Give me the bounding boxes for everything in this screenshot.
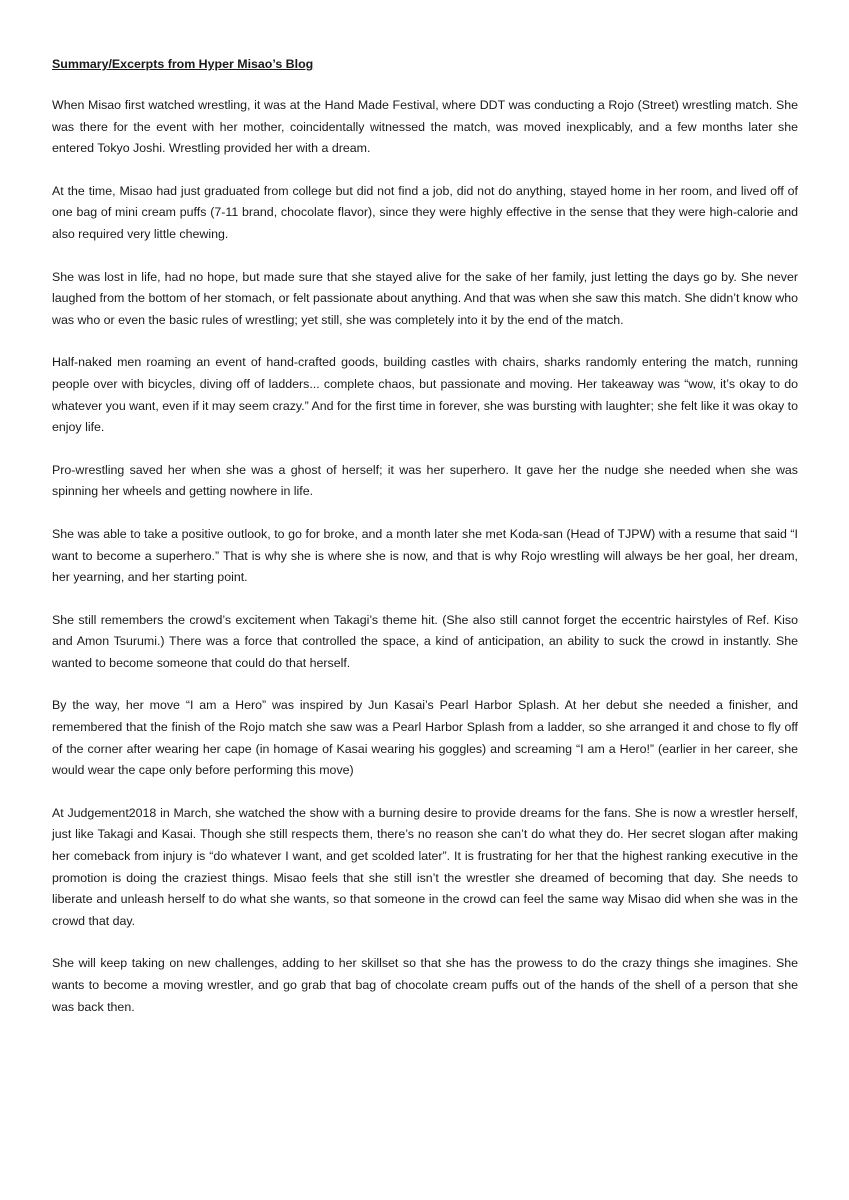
paragraph-10: She will keep taking on new challenges, adding to her skillset so that she has the prowess to do the crazy things she imagines. She wants to become a moving wrestler, and go grab that bag of chocolate cream puffs out of the hands of the shell of a person that she was back then. bbox=[52, 956, 798, 1014]
paragraph-2: At the time, Misao had just graduated from college but did not find a job, did not do anything, stayed home in her room, and lived off of one bag of mini cream puffs (7-11 brand, chocolate flavor), since they were highly effective in the sense that they were high-calorie and also required very little chewing. bbox=[52, 183, 798, 241]
paragraph-7: She still remembers the crowd’s excitement when Takagi’s theme hit. (She also still cannot forget the eccentric hairstyles of Ref. Kiso and Amon Tsurumi.) There was a force that controlled the space, a kind of anticipation, an ability to suck the crowd in instantly. She wanted to become someone that could do that herself. bbox=[52, 612, 798, 670]
document-page bbox=[52, 56, 798, 1039]
paragraph-1: When Misao first watched wrestling, it was at the Hand Made Festival, where DDT was conducting a Rojo (Street) wrestling match. She was there for the event with her mother, coincidentally witnessed the match, was moved inexplicably, and a few months later she entered Tokyo Joshi. Wrestling provided her with a dream. bbox=[52, 98, 798, 156]
paragraph-3: She was lost in life, had no hope, but made sure that she stayed alive for the sake of her family, just letting the days go by. She never laughed from the bottom of her stomach, or felt passionate about anything. And that was when she saw this match. She didn’t know who was who or even the basic rules of wrestling; yet still, she was completely into it by the end of the match. bbox=[52, 269, 798, 327]
paragraph-6: She was able to take a positive outlook, to go for broke, and a month later she met Koda-san (Head of TJPW) with a resume that said “I want to become a superhero.” That is why she is where she is now, and that is why Rojo wrestling will always be her goal, her dream, her yearning, and her starting point. bbox=[52, 526, 798, 585]
paragraph-9: At Judgement2018 in March, she watched the show with a burning desire to provide dreams for the fans. She is now a wrestler herself, just like Takagi and Kasai. Though she still respects them, there’s no reason she can’t do what they do. Her secret slogan after making her comeback from injury is “do whatever I want, and get scolded later”. It is frustrating for her that the highest ranking executive in the promotion is doing the craziest things. Misao feels that she still isn’t the wrestler she dreamed of becoming that day. She needs to liberate and unleash herself to do what she wants, so that someone in the crowd can feel the same way Misao did when she was in the crowd that day. bbox=[52, 805, 798, 928]
paragraph-4: Half-naked men roaming an event of hand-crafted goods, building castles with chairs, sharks randomly entering the match, running people over with bicycles, diving off of ladders... complete chaos, but passionate and moving. Her takeaway was “wow, it’s okay to do whatever you want, even if it may seem crazy.” And for the first time in forever, she was bursting with laughter; she felt like it was okay to enjoy life. bbox=[52, 355, 798, 435]
document-title: Summary/Excerpts from Hyper Misao’s Blog bbox=[52, 57, 314, 71]
paragraph-5: Pro-wrestling saved her when she was a ghost of herself; it was her superhero. It gave her the nudge she needed when she was spinning her wheels and getting nowhere in life. bbox=[52, 462, 798, 499]
paragraph-8: By the way, her move “I am a Hero” was inspired by Jun Kasai’s Pearl Harbor Splash. At her debut she needed a finisher, and remembered that the finish of the Rojo match she saw was a Pearl Harbor Splash from a ladder, so she arranged it and chose to fly off of the corner after wearing her cape (in homage of Kasai wearing his goggles) and screaming “I am a Hero!” (earlier in her career, she would wear the cape only before performing this move) bbox=[52, 698, 798, 778]
